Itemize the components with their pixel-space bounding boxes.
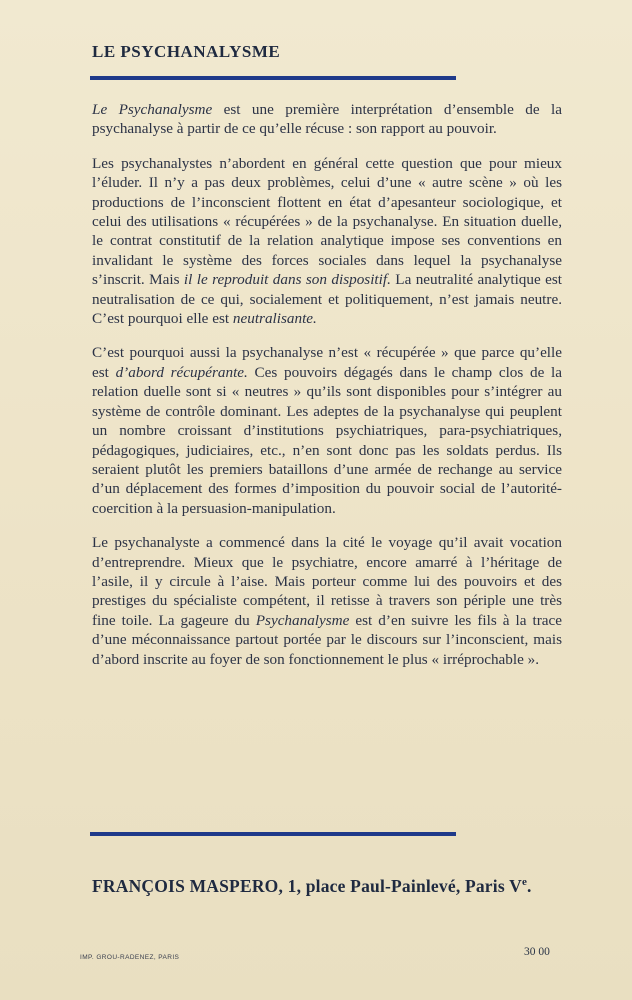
paragraph-1 <box>92 100 562 139</box>
paragraph-text: C’est pourquoi aussi la psychanalyse n’est « récupérée » que parce qu’elle est <box>92 344 562 381</box>
book-title-italic: Psychanalysme <box>255 611 350 629</box>
paragraph-text: Les psychanalystes n’abordent en général cette question que pour mieux l’éluder. Il n’y a pas deux problèmes, celui d’une « autre scène » où les productions de l’inconscient flottent en état d’apesanteur sociologique, et celui des utilisations « récupérées » de la psychanalyse. En situation duelle, le contrat constitutif de la relation analytique impose ses conventions en invalidant le système des forces sociales dans lequel la psychanalyse s’inscrit. Mais <box>92 154 562 289</box>
paragraph-4 <box>92 533 562 669</box>
publisher-address <box>92 876 572 897</box>
page-title: LE PSYCHANALYSME <box>92 42 281 61</box>
publisher-end: . <box>527 876 532 896</box>
publisher-superscript: e <box>521 876 528 889</box>
emphasis-text: neutralisante. <box>232 310 317 328</box>
price-label: 30 00 <box>524 946 550 958</box>
publisher-text: FRANÇOIS MASPERO, 1, place Paul-Painlevé, Paris V <box>92 876 522 896</box>
bottom-divider <box>90 832 456 836</box>
printer-imprint: IMP. GROU-RADENEZ, PARIS <box>80 954 180 961</box>
book-title-italic: Le Psychanalysme <box>92 101 213 118</box>
paragraph-text: Le psychanalyste a commencé dans la cité le voyage qu’il avait vocation d’entreprendre. Mieux que le psychiatre, encore amarré à l’héritage de l’asile, il y circule à l’aise. Mais porteur comme lui des pouvoirs et des prestiges du spécialiste compétent, il retisse à travers son périple une très fine toile. La gageure du <box>92 534 562 629</box>
blurb-text <box>92 100 562 684</box>
paragraph-text: La neutralité analytique est neutralisation de ce qui, socialement et politiquement, n’est jamais neutre. C’est pourquoi elle est <box>92 271 563 328</box>
emphasis-text: il le reproduit dans son dispositif. <box>183 271 391 289</box>
paragraph-text: est une première interprétation d’ensemble de la psychanalyse à partir de ce qu’elle récuse : son rapport au pouvoir. <box>92 101 563 138</box>
paragraph-2 <box>92 154 562 329</box>
paragraph-3 <box>92 343 562 518</box>
paragraph-text: est d’en suivre les fils à la trace d’une méconnaissance partout portée par le discours sur l’inconscient, mais d’abord inscrite au foyer de son fonctionnement le plus « irréprochable ». <box>92 611 562 668</box>
paragraph-text: Ces pouvoirs dégagés dans le champ clos de la relation duelle sont si « neutres » qu’ils sont disponibles pour s’intégrer au système de contrôle dominant. Les adeptes de la psychanalyse qui peuplent un nombre croissant d’institutions psychiatriques, para-psychiatriques, pédagogiques, judiciaires, etc., n’en sont donc pas les soldats perdus. Ils seraient plutôt les premiers bataillons d’une armée de rechange au service d’un déplacement des formes d’imposition du pouvoir social de l’autorité-coercition à la persuasion-manipulation. <box>92 363 562 517</box>
top-divider <box>90 76 456 80</box>
emphasis-text: d’abord récupérante. <box>115 363 248 381</box>
